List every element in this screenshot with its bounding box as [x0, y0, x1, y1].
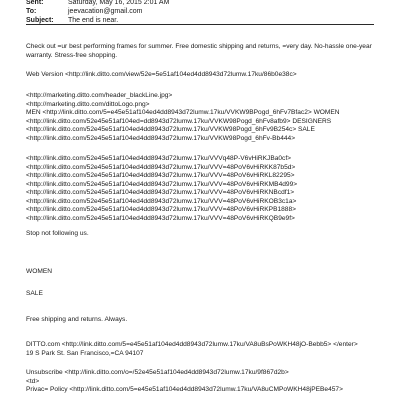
- unsubscribe-link[interactable]: Unsubscribe <http://link.ditto.com/o=/52e45e51af104ed4dd8943d72lumw.17ku/9f867d2b>: [26, 369, 289, 376]
- sale-link[interactable]: <http://link.ditto.com/52e45e51af104ed4dd8943d72lumw.17ku/VVKW98Pogd_6hFv-Bb444>: [26, 134, 296, 142]
- women-text: WOMEN: [26, 268, 53, 275]
- product-link[interactable]: <http://link.ditto.com/52e45e51af104ed4dd8943d72lumw.17ku/VVV=48PoV6vHiRKPB1888>: [26, 206, 296, 214]
- sale-heading: [26, 290, 376, 299]
- header-divider: [26, 24, 374, 25]
- company-address: 19 S Park St. San Francisco,=CA 94107: [26, 349, 144, 357]
- designers-link[interactable]: <http://link.ditto.com/52e45e51af104ed4dd8943d72lumw.17ku/VVKW98Pogd_6hFv9B254c> SALE: [26, 126, 315, 134]
- product-link[interactable]: <http://link.ditto.com/52e45e51af104ed4dd8943d72lumw.17ku/VVV=48PoV6vHiRKNBcdf1>: [26, 189, 295, 197]
- product-link[interactable]: <http://link.ditto.com/52e45e51af104ed4dd8943d72lumw.17ku/VVV=48PoV6vHiRKOB3c1a>: [26, 197, 297, 205]
- footer-company: [26, 341, 376, 358]
- web-version-line: [26, 71, 376, 80]
- stop-text: Stop not following us.: [26, 230, 89, 237]
- logo-image-link[interactable]: <http://marketing.ditto.com/dittoLogo.png>: [26, 100, 150, 108]
- ditto-home-link[interactable]: DITTO.com <http://link.ditto.com/5=e45e51af104ed4dd8943d72lumw.17ku/VA8uBsPoWKH48jO-Bebb5> </enter>: [26, 341, 358, 348]
- sent-label: Sent:: [26, 0, 44, 6]
- to-value: jeevacation@gmail.com: [68, 8, 143, 15]
- intro-paragraph: [26, 43, 376, 60]
- product-link[interactable]: <http://link.ditto.com/52e45e51af104ed4dd8943d72lumw.17ku/VVV=48PoV6vHiRKK87b5d>: [26, 163, 296, 171]
- privacy-policy-link[interactable]: Privac= Policy <http://link.ditto.com/5=e45e51af104ed4dd8943d72lumw.17ku/VA8uCMPoWKH48jPEBe457>: [26, 386, 343, 394]
- links-block-1: [26, 92, 376, 143]
- women-link[interactable]: <http://link.ditto.com/52e45e51af104ed=dd8943d72lumw.17ku/VVKW98Pogd_6hFv8afb9> DESIGNERS: [26, 117, 332, 125]
- free-shipping-line: [26, 316, 376, 325]
- to-label: To:: [26, 8, 37, 15]
- links-block-2: [26, 155, 376, 224]
- women-heading: [26, 268, 376, 277]
- product-link[interactable]: <http://link.ditto.com/52e45e51af104ed4dd8943d72lumw.17ku/VVV=48PoV6vHiRKQB9e9f>: [26, 214, 295, 222]
- product-link[interactable]: <http://link.ditto.com/52e45e51af104ed4dd8943d72lumw.17ku/VVVq48P-V6vHiRKJBa0cf>: [26, 155, 292, 162]
- intro-text: Check out =ur best performing frames for summer. Free domestic shipping and returns, =very day. No-hassle one-year warranty. Stress-free shopping.: [26, 43, 372, 59]
- men-link[interactable]: MEN <http://link.ditto.com/5=e45e51af104ed4dd8943d72lumw.17ku/VVKW9BPogd_6hFv7Bfac2> WOMEN: [26, 109, 340, 117]
- subject-label: Subject:: [26, 17, 54, 24]
- free-shipping-text: Free shipping and returns. Always.: [26, 316, 128, 323]
- stop-line: [26, 230, 376, 239]
- product-link[interactable]: <http://link.ditto.com/52e45e51af104ed4dd8943d72lumw.17ku/VVV=48PoV6vHiRKMB4d99>: [26, 180, 298, 188]
- footer-links: [26, 369, 376, 395]
- web-version-link[interactable]: Web Version <http://link.ditto.com/view/52e=5e51af104ed4dd8943d72lumw.17ku/86b0e38c>: [26, 71, 297, 78]
- td-tag-text: <td>: [26, 377, 40, 385]
- sent-value: Saturday, May 16, 2015 2:01 AM: [68, 0, 170, 6]
- sale-text: SALE: [26, 290, 43, 297]
- header-image-link[interactable]: <http://marketing.ditto.com/header_blackLine.jpg>: [26, 92, 173, 99]
- product-link[interactable]: <http://link.ditto.com/52e45e51af104ed4dd8943d72lumw.17ku/VVV=48PoV6vHiRKL82295>: [26, 172, 295, 180]
- subject-value: The end is near.: [68, 17, 119, 24]
